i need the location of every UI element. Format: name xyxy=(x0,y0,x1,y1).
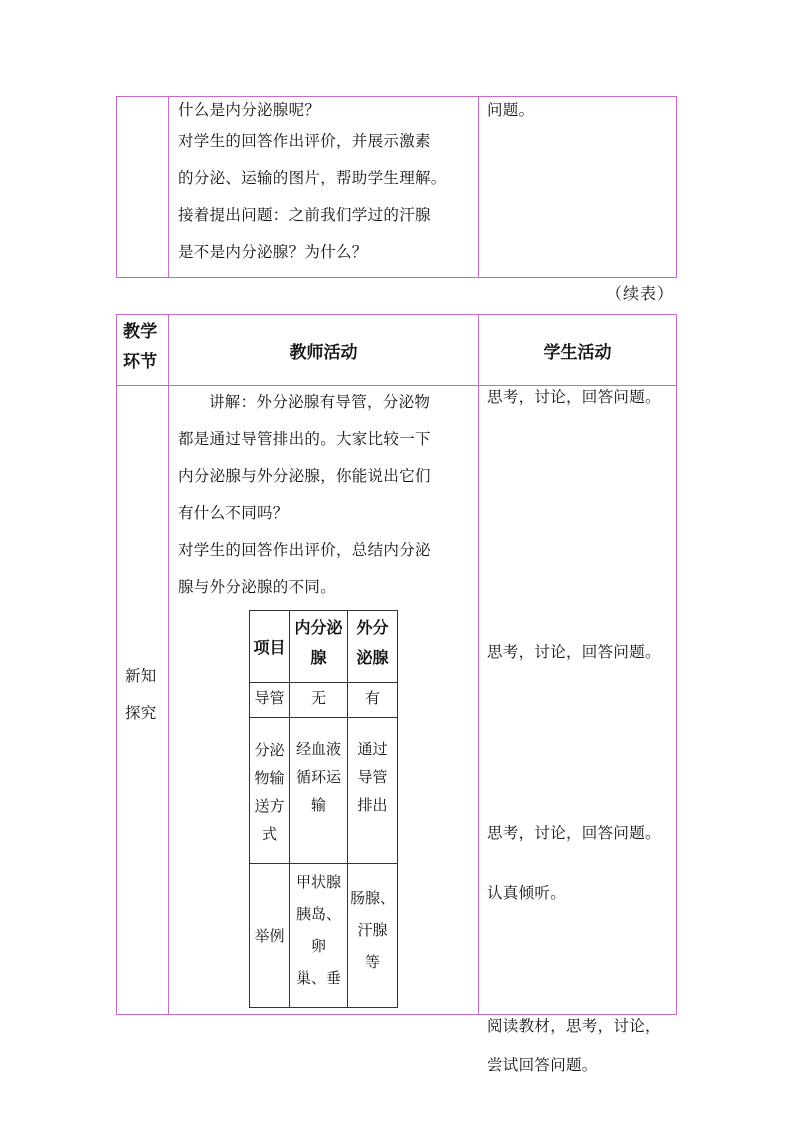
student-line: 认真倾听。 xyxy=(487,884,567,902)
student-line: 问题。 xyxy=(487,101,535,119)
teacher-line: 内分泌腺与外分泌腺，你能说出它们 xyxy=(178,467,431,485)
exocrine-line: 肠腺、 xyxy=(349,889,395,907)
teacher-line: 讲解：外分泌腺有导管，分泌物 xyxy=(209,393,431,411)
header-endocrine-line: 内分泌 xyxy=(294,618,343,637)
teacher-line: 有什么不同吗？ xyxy=(178,504,289,522)
header-stage-cell xyxy=(117,315,169,386)
student-line: 思考，讨论，回答问题。 xyxy=(487,388,661,406)
teacher-line: 什么是内分泌腺呢？ xyxy=(178,101,321,119)
teacher-activity-cell xyxy=(169,97,479,278)
exocrine-line: 导管 xyxy=(357,768,388,786)
header-stage-line: 教学 xyxy=(123,322,158,342)
endocrine-cell xyxy=(290,718,348,864)
row-label-line: 导管 xyxy=(254,689,285,707)
header-student-activity: 学生活动 xyxy=(543,342,612,363)
row-label-line: 物输 xyxy=(254,769,285,787)
teacher-line: 的分泌、运输的图片，帮助学生理解。 xyxy=(178,169,447,187)
teacher-line: 腺与外分泌腺的不同。 xyxy=(178,578,337,596)
row-label-line: 式 xyxy=(261,825,277,843)
endocrine-line: 胰岛、 xyxy=(295,905,341,923)
stage-line: 探究 xyxy=(125,704,157,722)
comparison-header-item xyxy=(250,611,290,683)
endocrine-line: 巢、垂 xyxy=(295,969,341,987)
row-label-line: 举例 xyxy=(254,927,285,945)
teacher-line: 是不是内分泌腺？为什么？ xyxy=(178,243,368,261)
student-line: 思考，讨论，回答问题。 xyxy=(487,643,661,661)
stage-cell-empty xyxy=(117,97,169,278)
row-label-cell xyxy=(250,718,290,864)
student-activity-cell xyxy=(479,386,677,1074)
exocrine-line: 汗腺 xyxy=(357,921,388,939)
exocrine-line: 排出 xyxy=(357,796,388,814)
endocrine-cell xyxy=(290,683,348,718)
student-line: 尝试回答问题。 xyxy=(487,1056,598,1074)
row-label-line: 送方 xyxy=(254,797,285,815)
comparison-table xyxy=(249,610,398,1008)
header-exocrine-line: 泌腺 xyxy=(356,648,389,667)
row-label-cell xyxy=(250,864,290,1008)
exocrine-cell xyxy=(348,864,398,1008)
header-teacher-cell xyxy=(169,315,479,386)
endocrine-line: 卵 xyxy=(310,937,326,955)
endocrine-line: 无 xyxy=(310,689,326,707)
student-line: 阅读教材，思考，讨论， xyxy=(487,1017,661,1035)
endocrine-line: 输 xyxy=(310,796,326,814)
stage-cell xyxy=(117,386,169,1015)
header-student-cell xyxy=(479,315,677,386)
exocrine-cell xyxy=(348,683,398,718)
endocrine-line: 经血液 xyxy=(295,740,341,758)
teacher-line: 接着提出问题：之前我们学过的汗腺 xyxy=(178,206,431,224)
row-label-cell xyxy=(250,683,290,718)
row-label-line: 分泌 xyxy=(254,741,285,759)
teacher-line: 都是通过导管排出的。大家比较一下 xyxy=(178,430,431,448)
student-activity-cell xyxy=(479,97,677,278)
endocrine-line: 循环运 xyxy=(295,768,341,786)
exocrine-line: 等 xyxy=(364,953,380,971)
comparison-header-endocrine xyxy=(290,611,348,683)
stage-line: 新知 xyxy=(125,667,157,685)
exocrine-cell xyxy=(348,718,398,864)
teacher-line: 对学生的回答作出评价，总结内分泌 xyxy=(178,541,431,559)
endocrine-line: 甲状腺 xyxy=(295,873,341,891)
endocrine-cell xyxy=(290,864,348,1008)
header-stage-line: 环节 xyxy=(123,352,158,372)
header-endocrine-line: 腺 xyxy=(310,648,327,667)
header-exocrine-line: 外分 xyxy=(356,618,389,637)
student-line: 思考，讨论，回答问题。 xyxy=(487,824,661,842)
continued-table xyxy=(116,96,677,278)
comparison-header-exocrine xyxy=(348,611,398,683)
header-teacher-activity: 教师活动 xyxy=(289,342,358,363)
continued-caption: （续表） xyxy=(606,284,675,303)
header-item-label: 项目 xyxy=(253,638,286,657)
exocrine-line: 有 xyxy=(364,689,380,707)
teacher-line: 对学生的回答作出评价，并展示激素 xyxy=(178,132,431,150)
exocrine-line: 通过 xyxy=(357,740,388,758)
